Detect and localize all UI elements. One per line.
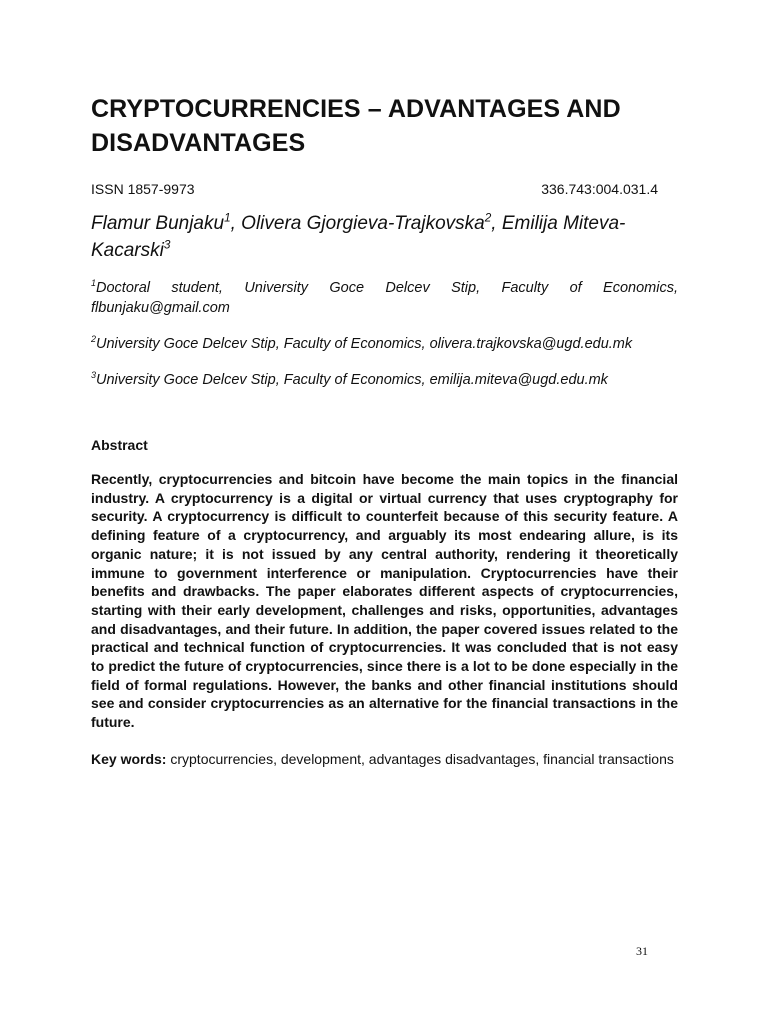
affiliation-3	[91, 370, 678, 390]
author-mark: 2	[484, 211, 492, 225]
affiliation-mark: 1	[91, 278, 96, 289]
abstract-text: Recently, cryptocurrencies and bitcoin have become the main topics in the financial industry. A cryptocurrency is a digital or virtual currency that uses cryptography for security. A cryptocurrency is difficult to counterfeit because of this security feature. A defining feature of a cryptocurrency, and arguably its most endearing allure, is its organic nature; it is not issued by any central authority, rendering it theoretically immune to government interference or manipulation. Cryptocurrencies have their benefits and drawbacks. The paper elaborates different aspects of cryptocurrencies, starting with their early development, challenges and risks, opportunities, advantages and disadvantages, and their future. In addition, the paper covered issues related to the practical and technical function of cryptocurrencies. It was concluded that is not easy to predict the future of cryptocurrencies, since there is a lot to be done especially in the field of formal regulations. However, the banks and other financial institutions should see and consider cryptocurrencies as an alternative for the financial transactions in the future.	[91, 471, 678, 731]
affiliation-1	[91, 278, 678, 318]
author-separator: ,	[230, 213, 242, 234]
affiliation-text: Doctoral student, University Goce Delcev Stip, Faculty of Economics, flbunjaku@gmail.com	[91, 280, 678, 316]
keywords-text: cryptocurrencies, development, advantages disadvantages, financial transactions	[170, 750, 674, 767]
author-name: Olivera Gjorgieva-Trajkovska	[241, 213, 485, 234]
udc-code: 336.743:004.031.4	[541, 181, 658, 197]
keywords	[91, 750, 678, 768]
affiliation-mark: 3	[91, 370, 96, 381]
keywords-label: Key words:	[91, 750, 167, 767]
issn: ISSN 1857-9973	[91, 181, 195, 197]
affiliation-2	[91, 334, 678, 354]
author-mark: 3	[163, 238, 171, 252]
identifier-row	[91, 180, 678, 198]
abstract-heading: Abstract	[91, 437, 148, 453]
author-list	[91, 210, 678, 264]
paper-page	[91, 92, 678, 768]
affiliation-mark: 2	[91, 334, 96, 345]
page-number: 31	[636, 944, 648, 958]
author-separator: ,	[491, 213, 502, 234]
affiliation-text: University Goce Delcev Stip, Faculty of Economics, emilija.miteva@ugd.edu.mk	[96, 372, 608, 388]
author-name: Flamur Bunjaku	[91, 213, 225, 234]
paper-title: CRYPTOCURRENCIES – ADVANTAGES AND DISADVANTAGES	[91, 95, 621, 157]
author-mark: 1	[224, 211, 231, 225]
author-name: Emilija Miteva-Kacarski	[91, 213, 626, 261]
affiliation-text: University Goce Delcev Stip, Faculty of Economics, olivera.trajkovska@ugd.edu.mk	[96, 336, 633, 352]
